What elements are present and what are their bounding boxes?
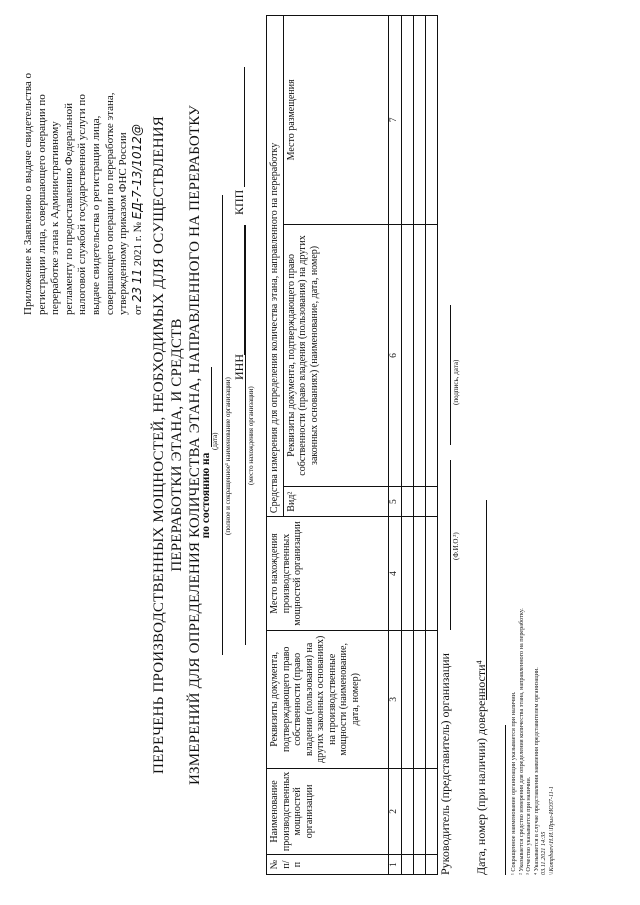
signature-caption: (подпись, дата) [452,359,460,405]
appendix-line: Приложение к Заявлению о выдаче свидетельства о [22,72,34,315]
title-line: ПЕРЕЧЕНЬ ПРОИЗВОДСТВЕННЫХ МОЩНОСТЕЙ, НЕОБХОДИМЫХ ДЛЯ ОСУЩЕСТВЛЕНИЯ ПЕРЕРАБОТКИ ЭТАНА, И СРЕДСТВ [151,116,185,774]
column-number: 2 [388,768,401,854]
column-number: 1 [388,855,401,875]
footnote: ⁴ Указывается в случае представления заявления представителем организации. [532,667,540,875]
table-cell[interactable] [425,224,437,487]
table-cell[interactable] [413,768,425,854]
head-of-organization-label: Руководитель (представитель) организации [438,653,452,875]
order-day: 23 [129,286,144,303]
appendix-line: регламенту по предоставлению Федеральной [62,102,75,315]
footnote-divider [505,725,506,875]
kpp-field[interactable] [244,67,245,187]
footnote: ¹ Сокращенное наименование организации указывается при наличии. [510,691,517,875]
header-measuring-docs: Реквизиты документа, подтверждающего право собственности (право владения (пользования) на других законных основаниях) (наименование, дата, номер) [283,224,388,487]
column-number: 7 [388,16,401,225]
column-number: 5 [388,487,401,517]
order-date-number [131,15,146,315]
as-of-date [200,0,212,905]
table-cell[interactable] [413,224,425,487]
date-caption: (дата) [211,432,219,450]
column-number: 4 [388,517,401,631]
signature-field[interactable] [450,305,451,445]
table-cell[interactable] [425,768,437,854]
page-title [150,65,204,825]
table-cell[interactable] [401,16,413,225]
table-row [413,16,425,875]
appendix-line: регистрации лица, совершающего операции по [35,94,48,315]
order-number: ЕД-7-13/1012@ [129,124,144,220]
table-header-row [267,16,284,875]
table-cell[interactable] [425,517,437,631]
organization-location-caption: (место нахождения организации) [247,386,255,485]
header-capacity-name: Наименование производственных мощностей организации [267,768,389,854]
title-line: ИЗМЕРЕНИЙ ДЛЯ ОПРЕДЕЛЕНИЯ КОЛИЧЕСТВА ЭТАНА, НАПРАВЛЕННОГО НА ПЕРЕРАБОТКУ [187,105,203,785]
table-cell[interactable] [401,517,413,631]
table-cell[interactable] [401,630,413,768]
table-cell[interactable] [401,855,413,875]
header-placement: Место размещения [283,16,388,225]
header-num: № п/п [267,855,389,875]
column-number: 3 [388,630,401,768]
order-year: 2021 г. № [131,221,144,267]
footnote: ³ Отчество указывается при наличии. [525,776,533,875]
table-cell[interactable] [413,487,425,517]
table-cell[interactable] [425,630,437,768]
file-stamp: \\Kompbaev\Н.И.\Прил-ИОЗ7-11-1 [547,786,555,875]
header-capacity-docs: Реквизиты документа, подтверждающего право собственности (право владения (пользования) на других законных основаниях) на производственные мощности (наименование, дата, номер) [267,630,389,768]
appendix-line: утвержденному приказом ФНС России [117,132,130,315]
appendix-reference [22,15,145,315]
power-of-attorney-field[interactable] [486,500,487,700]
table-row [401,16,413,875]
header-measuring-group: Средства измерения для определения количества этана, направленного на переработку [267,16,284,517]
table-cell[interactable] [413,630,425,768]
as-of-label: по состоянию на [200,452,212,539]
appendix-line: совершающего операции по переработке этана, [103,92,116,315]
inn-field[interactable] [244,225,245,355]
column-number-row [388,16,401,875]
table-cell[interactable] [413,517,425,631]
header-capacity-location: Место нахождения производственных мощностей организации [267,517,389,631]
head-fio-field[interactable] [450,460,451,630]
appendix-line: налоговой службой государственной услуги по [76,94,89,315]
table-cell[interactable] [425,487,437,517]
order-month: 11 [129,268,144,285]
table-cell[interactable] [413,855,425,875]
table-cell[interactable] [401,487,413,517]
order-prefix: от [131,304,144,315]
fio-caption: (Ф.И.О.³) [452,532,460,560]
table-cell[interactable] [413,16,425,225]
appendix-line: выдаче свидетельства о регистрации лица, [89,115,102,315]
kpp-label: КПП [232,189,246,215]
appendix-line: переработке этана к Административному [49,121,62,315]
inn-label: ИНН [232,354,246,380]
organization-location-field[interactable] [245,225,246,645]
capacities-table [266,15,438,875]
column-number: 6 [388,224,401,487]
table-row [425,16,437,875]
table-cell[interactable] [401,768,413,854]
header-kind: Вид² [283,487,388,517]
organization-name-field[interactable] [222,195,223,655]
footnote: ² Указывается средство измерения для определения количества этана, направленного на переработку. [517,608,525,875]
power-of-attorney-label: Дата, номер (при наличии) доверенности⁴ [474,660,488,875]
organization-name-caption: (полное и сокращенное¹ наименование организации) [224,377,232,535]
table-cell[interactable] [425,855,437,875]
table-cell[interactable] [425,16,437,225]
footnotes [510,175,556,875]
table-cell[interactable] [401,224,413,487]
file-stamp: 03.11.2021 14:35 [540,831,548,875]
